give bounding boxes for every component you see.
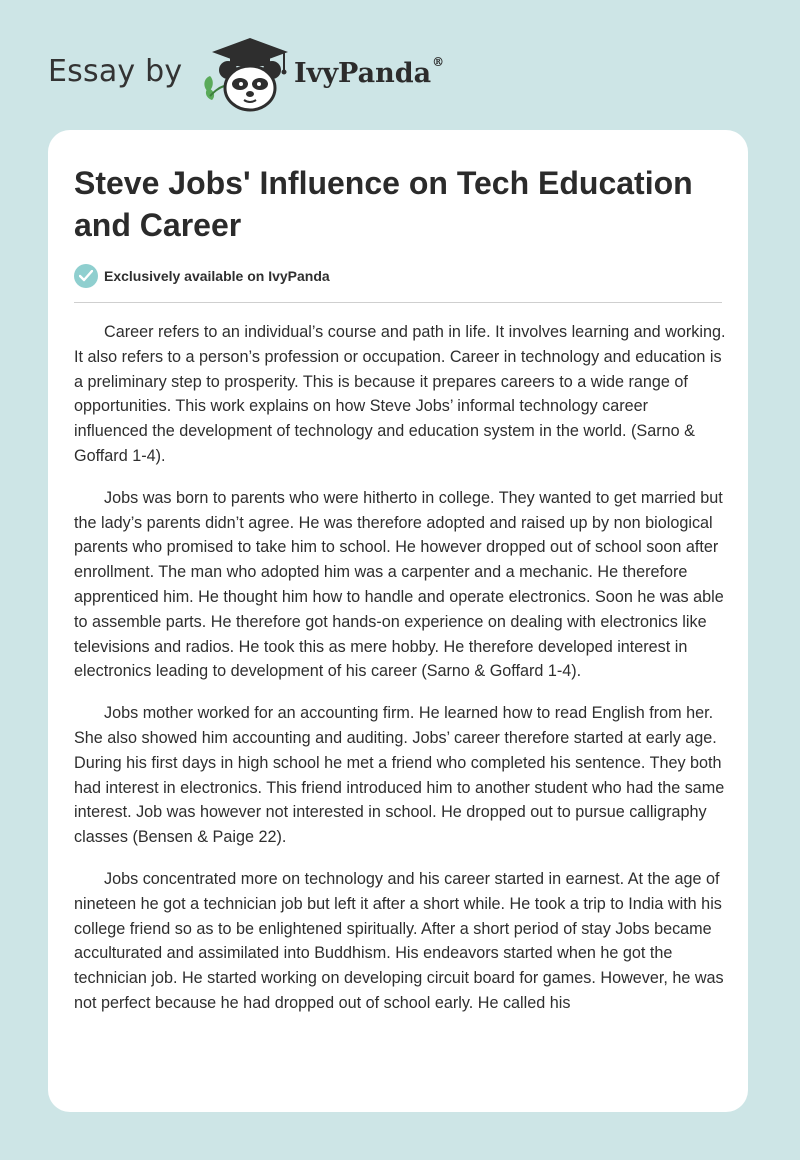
paragraph: Career refers to an individual’s course and path in life. It involves learning and working. It also refers to a person’s profession or occupation. Career in technology and education is a preliminary step to prosperity. This is because it prepares careers to a wide range of opportunities. This work explains on how Steve Jobs’ informal technology career influenced the development of technology and education system in the world. (Sarno & Goffard 1-4). (74, 323, 726, 465)
ivy-leaf-icon (204, 76, 224, 100)
exclusive-badge (74, 263, 330, 289)
check-badge-icon (74, 264, 98, 288)
brand-prefix: Essay by (48, 54, 183, 89)
paragraph: Jobs concentrated more on technology and his career started in earnest. At the age of nineteen he got a technician job but left it after a short while. He took a trip to India with his college friend so as to be enlightened spiritually. After a short period of stay Jobs became acculturated and assimilated into Buddhism. His endeavors started when he got the technician job. He started working on developing circuit board for games. However, he was not perfect because he had dropped out of school early. He called his (74, 869, 724, 1012)
brand-header[interactable] (48, 28, 508, 118)
page-title: Steve Jobs' Influence on Tech Education and Career (74, 165, 693, 243)
essay-body (74, 320, 726, 1033)
registered-mark: ® (432, 55, 445, 69)
paragraph: Jobs was born to parents who were hitherto in college. They wanted to get married but the lady’s parents didn’t agree. He was therefore adopted and raised up by non biological parents who promised to take him to school. He however dropped out of school soon after enrollment. The man who adopted him was a carpenter and a mechanic. He therefore apprenticed him. He thought him how to handle and operate electronics. Soon he was able to assemble parts. He therefore got hands-on experience on dealing with electronics like televisions and radios. He took this as mere hobby. He therefore developed interest in electronics leading to development of his career (Sarno & Goffard 1-4). (74, 488, 724, 681)
exclusive-label: Exclusively available on IvyPanda (104, 268, 330, 284)
essay-card (48, 130, 748, 1112)
brand-name: IvyPanda® (294, 55, 445, 89)
paragraph: Jobs mother worked for an accounting firm. He learned how to read English from her. She also showed him accounting and auditing. Jobs’ career therefore started at early age. During his first days in high school he met a friend who completed his sentence. They both had interest in electronics. This friend introduced him to another student who had the same interest. Job was however not interested in school. He dropped out to pursue calligraphy classes (Bensen & Paige 22). (74, 704, 725, 847)
panda-graduation-cap-icon (198, 34, 290, 114)
divider (74, 302, 722, 303)
